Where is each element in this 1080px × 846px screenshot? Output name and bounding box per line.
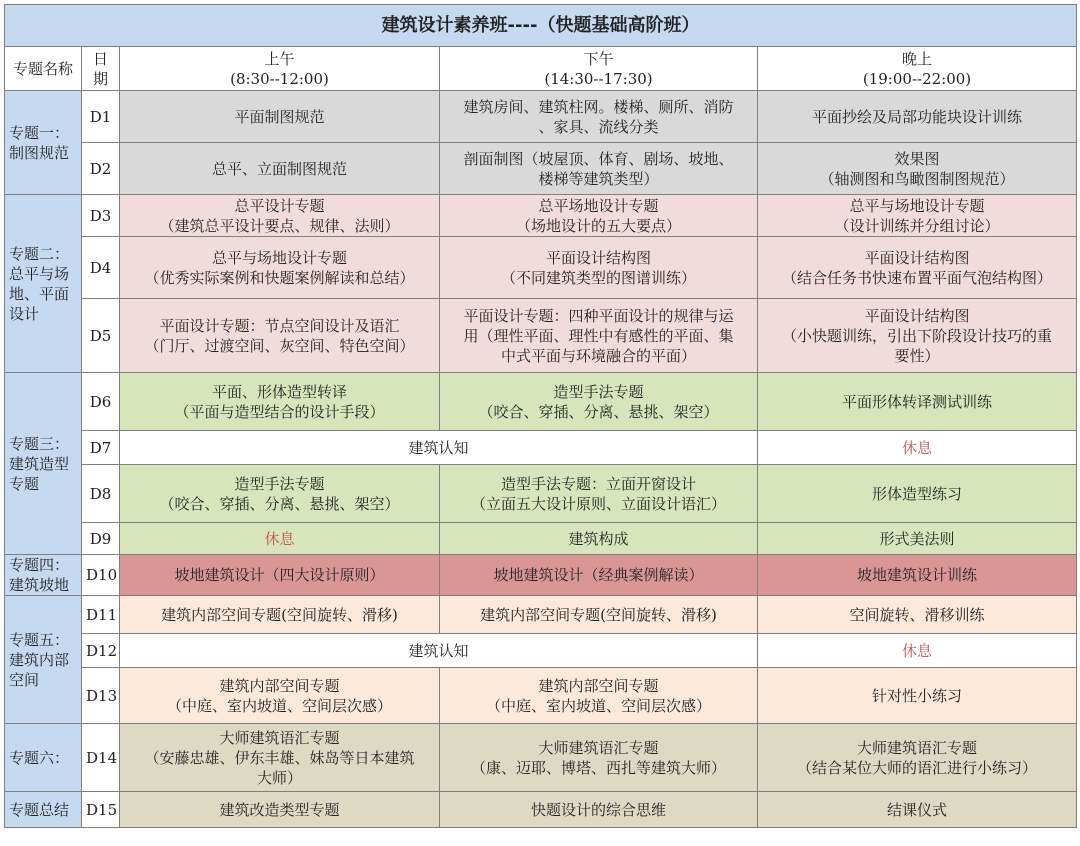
header-evening: 晚上 (19:00--22:00) — [758, 47, 1077, 91]
afternoon-cell: 快题设计的综合思维 — [440, 792, 758, 828]
afternoon-cell: 造型手法专题 （咬合、穿插、分离、悬挑、架空） — [440, 373, 758, 431]
table-row — [5, 91, 1077, 143]
table-row — [5, 237, 1077, 299]
morning-cell: 建筑改造类型专题 — [120, 792, 440, 828]
evening-cell: 休息 — [758, 634, 1077, 668]
table-row — [5, 195, 1077, 237]
morning-cell: 平面设计专题：节点空间设计及语汇 （门厅、过渡空间、灰空间、特色空间） — [120, 299, 440, 373]
topic-cell: 专题四： 建筑坡地 — [5, 555, 82, 596]
table-row — [5, 668, 1077, 724]
afternoon-cell: 建筑内部空间专题(空间旋转、滑移) — [440, 596, 758, 634]
table-row — [5, 634, 1077, 668]
evening-cell: 结课仪式 — [758, 792, 1077, 828]
afternoon-cell: 总平场地设计专题 （场地设计的五大要点） — [440, 195, 758, 237]
morning-cell: 坡地建筑设计（四大设计原则） — [120, 555, 440, 596]
table-row — [5, 724, 1077, 792]
morning-cell: 平面、形体造型转译 （平面与造型结合的设计手段） — [120, 373, 440, 431]
evening-cell: 平面形体转译测试训练 — [758, 373, 1077, 431]
evening-cell: 形式美法则 — [758, 523, 1077, 555]
morning-cell: 平面制图规范 — [120, 91, 440, 143]
day-cell: D9 — [82, 523, 120, 555]
day-cell: D3 — [82, 195, 120, 237]
topic-cell: 专题一： 制图规范 — [5, 91, 82, 195]
merged-cell: 建筑认知 — [120, 634, 758, 668]
day-cell: D6 — [82, 373, 120, 431]
evening-cell: 平面设计结构图 （结合任务书快速布置平面气泡结构图） — [758, 237, 1077, 299]
evening-cell: 针对性小练习 — [758, 668, 1077, 724]
day-cell: D8 — [82, 465, 120, 523]
day-cell: D2 — [82, 143, 120, 195]
table-row — [5, 299, 1077, 373]
afternoon-cell: 平面设计专题：四种平面设计的规律与运 用（理性平面、理性中有感性的平面、集 中式平面与环境融合的平面） — [440, 299, 758, 373]
morning-cell: 大师建筑语汇专题 （安藤忠雄、伊东丰雄、妹岛等日本建筑 大师） — [120, 724, 440, 792]
morning-cell: 休息 — [120, 523, 440, 555]
merged-cell: 建筑认知 — [120, 431, 758, 465]
evening-cell: 平面抄绘及局部功能块设计训练 — [758, 91, 1077, 143]
morning-cell: 造型手法专题 （咬合、穿插、分离、悬挑、架空） — [120, 465, 440, 523]
day-cell: D5 — [82, 299, 120, 373]
evening-cell: 形体造型练习 — [758, 465, 1077, 523]
table-row — [5, 373, 1077, 431]
topic-cell: 专题三： 建筑造型 专题 — [5, 373, 82, 555]
morning-cell: 总平与场地设计专题 （优秀实际案例和快题案例解读和总结） — [120, 237, 440, 299]
afternoon-cell: 大师建筑语汇专题 （康、迈耶、博塔、西扎等建筑大师） — [440, 724, 758, 792]
morning-cell: 总平、立面制图规范 — [120, 143, 440, 195]
afternoon-cell: 建筑构成 — [440, 523, 758, 555]
table-row — [5, 523, 1077, 555]
day-cell: D7 — [82, 431, 120, 465]
header-day: 日期 — [82, 47, 120, 91]
day-cell: D10 — [82, 555, 120, 596]
evening-cell: 空间旋转、滑移训练 — [758, 596, 1077, 634]
topic-cell: 专题二： 总平与场 地、平面 设计 — [5, 195, 82, 373]
afternoon-cell: 坡地建筑设计（经典案例解读） — [440, 555, 758, 596]
day-cell: D15 — [82, 792, 120, 828]
afternoon-cell: 平面设计结构图 （不同建筑类型的图谱训练） — [440, 237, 758, 299]
table-row — [5, 465, 1077, 523]
topic-cell: 专题五： 建筑内部 空间 — [5, 596, 82, 724]
day-cell: D4 — [82, 237, 120, 299]
day-cell: D13 — [82, 668, 120, 724]
day-cell: D1 — [82, 91, 120, 143]
day-cell: D11 — [82, 596, 120, 634]
morning-cell: 建筑内部空间专题(空间旋转、滑移) — [120, 596, 440, 634]
afternoon-cell: 剖面制图（坡屋顶、体育、剧场、坡地、 楼梯等建筑类型） — [440, 143, 758, 195]
table-row — [5, 792, 1077, 828]
evening-cell: 休息 — [758, 431, 1077, 465]
evening-cell: 效果图 （轴测图和鸟瞰图制图规范） — [758, 143, 1077, 195]
table-title: 建筑设计素养班----（快题基础高阶班） — [5, 5, 1077, 47]
morning-cell: 建筑内部空间专题 （中庭、室内坡道、空间层次感） — [120, 668, 440, 724]
header-morning: 上午 (8:30--12:00) — [120, 47, 440, 91]
header-topic: 专题名称 — [5, 47, 82, 91]
day-cell: D14 — [82, 724, 120, 792]
day-cell: D12 — [82, 634, 120, 668]
evening-cell: 总平与场地设计专题 （设计训练并分组讨论） — [758, 195, 1077, 237]
table-row — [5, 431, 1077, 465]
afternoon-cell: 建筑内部空间专题 （中庭、室内坡道、空间层次感） — [440, 668, 758, 724]
table-row — [5, 596, 1077, 634]
topic-cell: 专题总结 — [5, 792, 82, 828]
schedule-table — [4, 4, 1077, 828]
afternoon-cell: 建筑房间、建筑柱网。楼梯、厕所、消防 、家具、流线分类 — [440, 91, 758, 143]
table-row — [5, 555, 1077, 596]
afternoon-cell: 造型手法专题：立面开窗设计 （立面五大设计原则、立面设计语汇） — [440, 465, 758, 523]
table-row — [5, 143, 1077, 195]
evening-cell: 大师建筑语汇专题 （结合某位大师的语汇进行小练习） — [758, 724, 1077, 792]
evening-cell: 坡地建筑设计训练 — [758, 555, 1077, 596]
header-afternoon: 下午 (14:30--17:30) — [440, 47, 758, 91]
topic-cell: 专题六： — [5, 724, 82, 792]
evening-cell: 平面设计结构图 （小快题训练，引出下阶段设计技巧的重 要性） — [758, 299, 1077, 373]
morning-cell: 总平设计专题 （建筑总平设计要点、规律、法则） — [120, 195, 440, 237]
